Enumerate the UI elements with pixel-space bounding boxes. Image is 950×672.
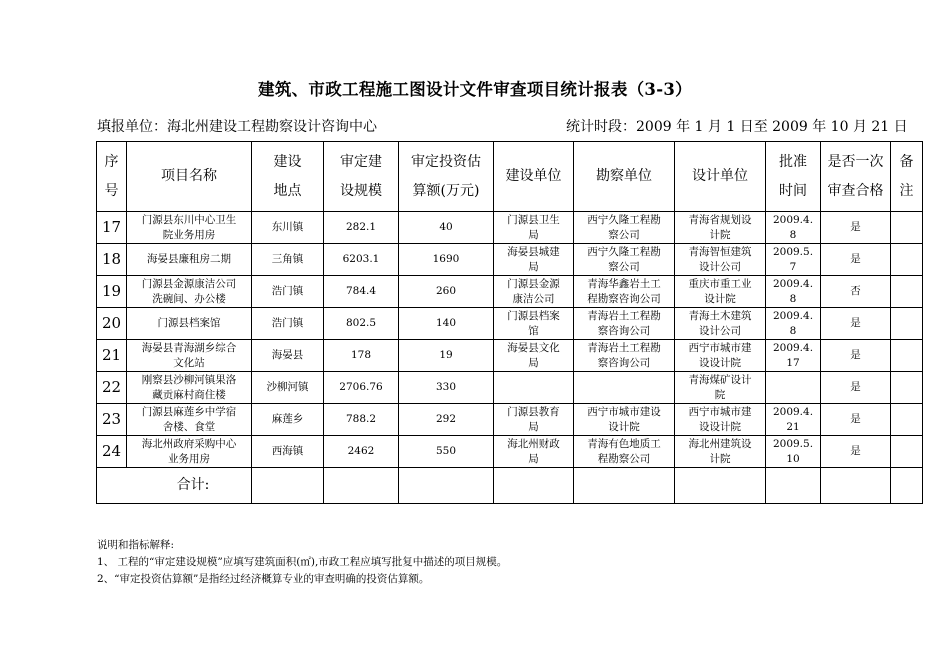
cell-designer	[675, 276, 766, 308]
cell-line: 海北州建筑设	[688, 437, 752, 450]
total-cell	[891, 468, 923, 504]
cell-date	[766, 212, 821, 244]
header-line: 号	[104, 182, 119, 199]
cell-builder	[494, 436, 574, 468]
col-investment-header	[399, 142, 494, 212]
total-cell	[574, 468, 675, 504]
cell-investment: 1690	[399, 244, 494, 276]
cell-line: 文化站	[173, 356, 205, 369]
cell-qualified: 是	[821, 340, 891, 372]
cell-qualified: 是	[821, 308, 891, 340]
cell-name	[127, 404, 252, 436]
cell-line: 察公司	[608, 260, 640, 273]
cell-qualified: 是	[821, 404, 891, 436]
header-line: 算额(万元)	[412, 182, 480, 199]
total-cell	[252, 468, 324, 504]
cell-investment: 330	[399, 372, 494, 404]
cell-no: 19	[97, 276, 127, 308]
cell-line: 7	[789, 260, 797, 273]
cell-line: 2009.5.	[772, 245, 814, 258]
cell-line: 院业务用房	[162, 228, 216, 241]
cell-line: 重庆市重工业	[688, 277, 752, 290]
cell-line: 10	[786, 452, 800, 465]
cell-builder	[494, 276, 574, 308]
cell-investment: 19	[399, 340, 494, 372]
cell-location: 西海镇	[252, 436, 324, 468]
cell-line: 2009.4.	[772, 309, 814, 322]
table-body	[97, 212, 923, 504]
cell-no: 21	[97, 340, 127, 372]
header-line: 序	[104, 153, 119, 170]
cell-line: 程勘察咨询公司	[587, 292, 661, 305]
cell-survey	[574, 372, 675, 404]
cell-location: 浩门镇	[252, 276, 324, 308]
cell-line: 康洁公司	[512, 292, 555, 305]
header-line: 审定建	[340, 153, 382, 170]
header-line: 设规模	[340, 182, 382, 199]
cell-remark	[891, 404, 923, 436]
cell-builder	[494, 372, 574, 404]
total-label: 合计:	[97, 468, 252, 504]
cell-no: 20	[97, 308, 127, 340]
cell-survey	[574, 340, 675, 372]
cell-line: 8	[789, 292, 797, 305]
cell-line: 青海智恒建筑	[688, 245, 752, 258]
cell-line: 门源县档案馆	[157, 317, 221, 329]
col-location-header	[252, 142, 324, 212]
col-designer-header	[675, 142, 766, 212]
cell-line: 业务用房	[168, 452, 210, 465]
cell-line: 设计公司	[699, 324, 741, 337]
cell-scale: 2462	[324, 436, 399, 468]
cell-line: 2009.4.	[772, 341, 814, 354]
table-row	[97, 244, 923, 276]
cell-date	[766, 340, 821, 372]
cell-line: 程勘察公司	[597, 452, 651, 465]
cell-line: 局	[528, 420, 539, 433]
cell-line: 局	[528, 356, 539, 369]
cell-investment: 260	[399, 276, 494, 308]
cell-line: 门源县麻莲乡中学宿	[141, 405, 237, 418]
cell-remark	[891, 212, 923, 244]
cell-line: 2009.4.	[772, 213, 814, 226]
note-1: 1、 工程的“审定建设规模”应填写建筑面积(㎡),市政工程应填写批复中描述的项目规模。	[97, 556, 508, 568]
cell-date	[766, 436, 821, 468]
cell-designer	[675, 308, 766, 340]
cell-line: 8	[789, 324, 797, 337]
statistics-table	[96, 141, 923, 504]
cell-line: 海北州政府采购中心	[141, 437, 237, 450]
cell-builder	[494, 212, 574, 244]
cell-survey	[574, 404, 675, 436]
cell-designer	[675, 212, 766, 244]
cell-date	[766, 244, 821, 276]
cell-builder	[494, 404, 574, 436]
cell-line: 海晏县青海湖乡综合	[141, 341, 237, 354]
reporting-unit: 填报单位：海北州建设工程勘察设计咨询中心	[97, 119, 377, 135]
cell-line: 海北州财政	[507, 437, 560, 450]
total-cell	[821, 468, 891, 504]
cell-remark	[891, 308, 923, 340]
cell-date	[766, 404, 821, 436]
cell-line: 门源县档案	[507, 309, 560, 322]
cell-scale: 282.1	[324, 212, 399, 244]
cell-line: 院	[714, 388, 726, 401]
cell-location: 沙柳河镇	[252, 372, 324, 404]
cell-line: 计院	[709, 228, 731, 241]
cell-investment: 292	[399, 404, 494, 436]
total-cell	[399, 468, 494, 504]
cell-investment: 40	[399, 212, 494, 244]
cell-line: 计院	[709, 452, 731, 465]
report-title: 建筑、市政工程施工图设计文件审查项目统计报表（3-3）	[258, 80, 692, 99]
cell-location: 海晏县	[252, 340, 324, 372]
cell-qualified: 是	[821, 372, 891, 404]
cell-scale: 788.2	[324, 404, 399, 436]
cell-remark	[891, 340, 923, 372]
cell-designer	[675, 372, 766, 404]
cell-designer	[675, 244, 766, 276]
cell-line: 门源县卫生	[507, 213, 560, 226]
cell-survey	[574, 276, 675, 308]
cell-qualified: 否	[821, 276, 891, 308]
cell-line: 西宁久隆工程勘	[587, 213, 661, 226]
header-line: 时间	[779, 182, 807, 199]
cell-survey	[574, 244, 675, 276]
header-line: 备	[899, 153, 914, 170]
cell-name	[127, 276, 252, 308]
table-row	[97, 276, 923, 308]
cell-qualified: 是	[821, 212, 891, 244]
total-cell	[324, 468, 399, 504]
col-builder-header	[494, 142, 574, 212]
cell-line: 青海土木建筑	[688, 309, 752, 322]
cell-no: 22	[97, 372, 127, 404]
cell-name	[127, 436, 252, 468]
cell-line: 21	[786, 420, 800, 433]
cell-scale: 178	[324, 340, 399, 372]
cell-line: 青海煤矿设计	[688, 373, 752, 386]
total-cell	[494, 468, 574, 504]
cell-line: 舍楼、食堂	[162, 420, 216, 433]
col-project-name-header	[127, 142, 252, 212]
cell-line: 局	[528, 228, 539, 241]
cell-line: 青海有色地质工	[587, 437, 661, 450]
cell-remark	[891, 436, 923, 468]
cell-line: 青海岩土工程勘	[587, 309, 661, 322]
header-line: 审定投资估	[411, 153, 481, 170]
cell-line: 门源县东川中心卫生	[141, 213, 237, 226]
cell-line: 2009.4.	[772, 405, 814, 418]
header-line: 地点	[273, 182, 302, 199]
cell-name	[127, 212, 252, 244]
cell-builder	[494, 244, 574, 276]
cell-line: 设计院	[608, 420, 640, 433]
header-line: 建设单位	[505, 168, 562, 184]
cell-line: 设计公司	[699, 260, 741, 273]
cell-location: 东川镇	[252, 212, 324, 244]
cell-line: 海晏县城建	[507, 245, 560, 258]
header-line: 是否一次	[827, 153, 884, 170]
cell-scale: 784.4	[324, 276, 399, 308]
cell-location: 麻莲乡	[252, 404, 324, 436]
cell-line: 青海省规划设	[688, 213, 752, 226]
cell-line: 17	[786, 356, 800, 369]
cell-line: 设设计院	[699, 420, 741, 433]
cell-survey	[574, 436, 675, 468]
cell-investment: 140	[399, 308, 494, 340]
cell-location: 浩门镇	[252, 308, 324, 340]
cell-line: 8	[789, 228, 797, 241]
table-row	[97, 436, 923, 468]
notes	[97, 537, 507, 588]
cell-name	[127, 340, 252, 372]
cell-date	[766, 372, 821, 404]
cell-line: 察咨询公司	[597, 324, 651, 337]
col-qualified-header	[821, 142, 891, 212]
cell-remark	[891, 372, 923, 404]
cell-name	[127, 308, 252, 340]
header-line: 审查合格	[827, 182, 884, 199]
header-line: 设计单位	[692, 168, 748, 184]
col-no-header	[97, 142, 127, 212]
table-row	[97, 308, 923, 340]
cell-name	[127, 372, 252, 404]
cell-line: 西宁市城市建	[688, 405, 752, 418]
table-header-row	[97, 142, 923, 212]
cell-location: 三角镇	[252, 244, 324, 276]
cell-line: 藏贡麻村商住楼	[152, 388, 226, 401]
cell-no: 18	[97, 244, 127, 276]
cell-line: 刚察县沙柳河镇果洛	[141, 373, 237, 386]
col-scale-header	[324, 142, 399, 212]
cell-line: 青海岩土工程勘	[587, 341, 661, 354]
total-cell	[675, 468, 766, 504]
cell-designer	[675, 404, 766, 436]
table-row	[97, 340, 923, 372]
cell-line: 青海华鑫岩土工	[587, 277, 661, 290]
cell-date	[766, 308, 821, 340]
header-line: 项目名称	[161, 168, 217, 184]
header-line: 批准	[779, 153, 807, 170]
cell-line: 门源县金源	[507, 277, 560, 290]
table-row	[97, 404, 923, 436]
notes-heading: 说明和指标解释:	[97, 539, 175, 551]
header-line: 建设	[273, 153, 302, 170]
cell-line: 察咨询公司	[597, 356, 651, 369]
cell-line: 西宁久隆工程勘	[587, 245, 661, 258]
cell-survey	[574, 212, 675, 244]
cell-date	[766, 276, 821, 308]
cell-line: 海晏县文化	[507, 341, 560, 354]
cell-line: 西宁市城市建设	[587, 405, 661, 418]
col-remark-header	[891, 142, 923, 212]
table-row	[97, 372, 923, 404]
cell-scale: 802.5	[324, 308, 399, 340]
cell-line: 2009.5.	[772, 437, 814, 450]
cell-scale: 2706.76	[324, 372, 399, 404]
cell-line: 设计院	[704, 292, 736, 305]
header-line: 勘察单位	[596, 168, 652, 184]
cell-builder	[494, 308, 574, 340]
col-survey-header	[574, 142, 675, 212]
cell-line: 西宁市城市建	[688, 341, 752, 354]
cell-line: 海晏县廉租房二期	[147, 253, 231, 265]
total-cell	[766, 468, 821, 504]
cell-remark	[891, 244, 923, 276]
cell-scale: 6203.1	[324, 244, 399, 276]
cell-designer	[675, 436, 766, 468]
reporting-period: 统计时段：2009 年 1 月 1 日至 2009 年 10 月 21 日	[566, 119, 908, 135]
cell-no: 24	[97, 436, 127, 468]
cell-line: 门源县教育	[507, 405, 560, 418]
total-row	[97, 468, 923, 504]
cell-line: 局	[528, 452, 539, 465]
cell-no: 17	[97, 212, 127, 244]
header-line: 注	[899, 182, 914, 199]
cell-line: 局	[528, 260, 539, 273]
col-approval-date-header	[766, 142, 821, 212]
cell-line: 馆	[528, 324, 539, 337]
table-row	[97, 212, 923, 244]
cell-builder	[494, 340, 574, 372]
cell-line: 察公司	[608, 228, 640, 241]
cell-no: 23	[97, 404, 127, 436]
cell-qualified: 是	[821, 436, 891, 468]
cell-line: 洗碗间、办公楼	[152, 292, 226, 305]
cell-line: 2009.4.	[772, 277, 814, 290]
cell-qualified: 是	[821, 244, 891, 276]
note-2: 2、“审定投资估算额”是指经过经济概算专业的审查明确的投资估算额。	[97, 573, 430, 585]
cell-investment: 550	[399, 436, 494, 468]
cell-line: 门源县金源康洁公司	[141, 277, 237, 290]
cell-name	[127, 244, 252, 276]
cell-remark	[891, 276, 923, 308]
cell-designer	[675, 340, 766, 372]
cell-line: 设设计院	[699, 356, 741, 369]
cell-survey	[574, 308, 675, 340]
